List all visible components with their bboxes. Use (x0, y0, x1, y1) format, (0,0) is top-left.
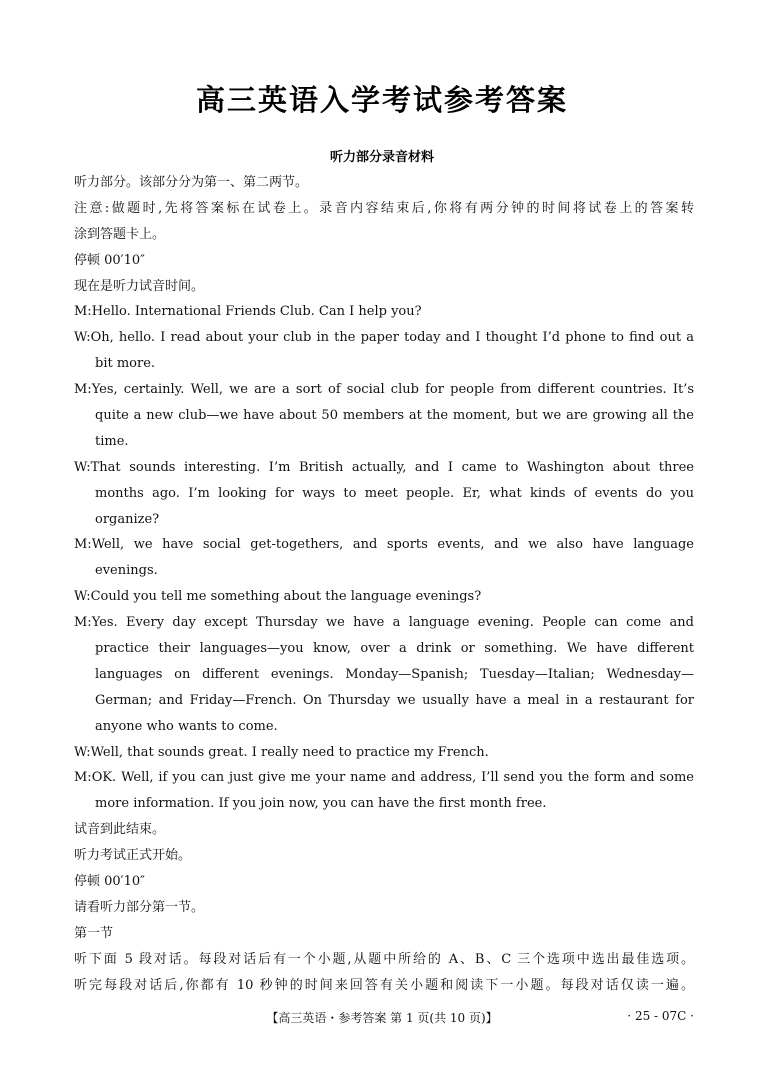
dialogue-line: W:Oh, hello. I read about your club in the paper today and I thought I’d phone to find out a (74, 330, 694, 346)
paragraph-line: 试音到此结束。 (74, 822, 166, 838)
dialogue-line: W:Well, that sounds great. I really need to practice my French. (74, 744, 489, 760)
paragraph-line: 涂到答题卡上。 (74, 226, 166, 242)
paragraph-line: 听力部分。该部分分为第一、第二两节。 (74, 175, 309, 190)
section-subtitle: 听力部分录音材料 (329, 150, 434, 165)
section-heading: 第一节 (74, 925, 114, 941)
footer-page-info: 【高三英语・参考答案 第 1 页(共 10 页)】 (266, 1011, 498, 1025)
paragraph-line: 现在是听力试音时间。 (74, 278, 205, 294)
dialogue-line: practice their languages—you know, over a drink or something. We have different (95, 641, 694, 657)
paragraph-line: 注意:做题时,先将答案标在试卷上。录音内容结束后,你将有两分钟的时间将试卷上的答案转 (74, 200, 694, 216)
dialogue-line: bit more. (95, 356, 156, 372)
dialogue-line: evenings. (95, 563, 158, 579)
pause-marker: 停顿 00′10″ (74, 874, 146, 890)
paragraph-line: 请看听力部分第一节。 (74, 899, 205, 915)
dialogue-line: languages on different evenings. Monday—Spanish; Tuesday—Italian; Wednesday— (95, 666, 694, 682)
dialogue-line: M:Hello. International Friends Club. Can I help you? (74, 304, 422, 320)
dialogue-line: M:Well, we have social get-togethers, and sports events, and we also have language (74, 537, 694, 553)
paragraph-line: 听完每段对话后,你都有 10 秒钟的时间来回答有关小题和阅读下一小题。每段对话仅读一遍。 (74, 977, 694, 993)
page-title: 高三英语入学考试参考答案 (195, 83, 568, 117)
dialogue-line: W:That sounds interesting. I’m British actually, and I came to Washington about three (74, 459, 694, 475)
paragraph-line: 听力考试正式开始。 (74, 848, 192, 864)
page-footer (0, 1009, 764, 1029)
dialogue-line: anyone who wants to come. (95, 718, 278, 734)
dialogue-line: organize? (95, 511, 160, 527)
pause-marker: 停顿 00′10″ (74, 252, 146, 268)
paragraph-line: 听下面 5 段对话。每段对话后有一个小题,从题中所给的 A、B、C 三个选项中选出最佳选项。 (74, 951, 694, 967)
dialogue-line: more information. If you join now, you can have the first month free. (95, 796, 547, 812)
footer-code: · 25 - 07C · (627, 1009, 694, 1023)
transcript-body (74, 170, 694, 999)
dialogue-line: German; and Friday—French. On Thursday we usually have a meal in a restaurant for (95, 692, 694, 708)
dialogue-line: M:OK. Well, if you can just give me your name and address, I’ll send you the form and some (74, 770, 694, 786)
dialogue-line: M:Yes, certainly. Well, we are a sort of social club for people from different countries. It’s (74, 382, 694, 398)
dialogue-line: quite a new club—we have about 50 members at the moment, but we are growing all the (95, 408, 694, 424)
dialogue-line: W:Could you tell me something about the language evenings? (74, 589, 482, 605)
dialogue-line: time. (95, 433, 129, 449)
dialogue-line: M:Yes. Every day except Thursday we have a language evening. People can come and (74, 615, 694, 631)
dialogue-line: months ago. I’m looking for ways to meet people. Er, what kinds of events do you (95, 485, 694, 501)
